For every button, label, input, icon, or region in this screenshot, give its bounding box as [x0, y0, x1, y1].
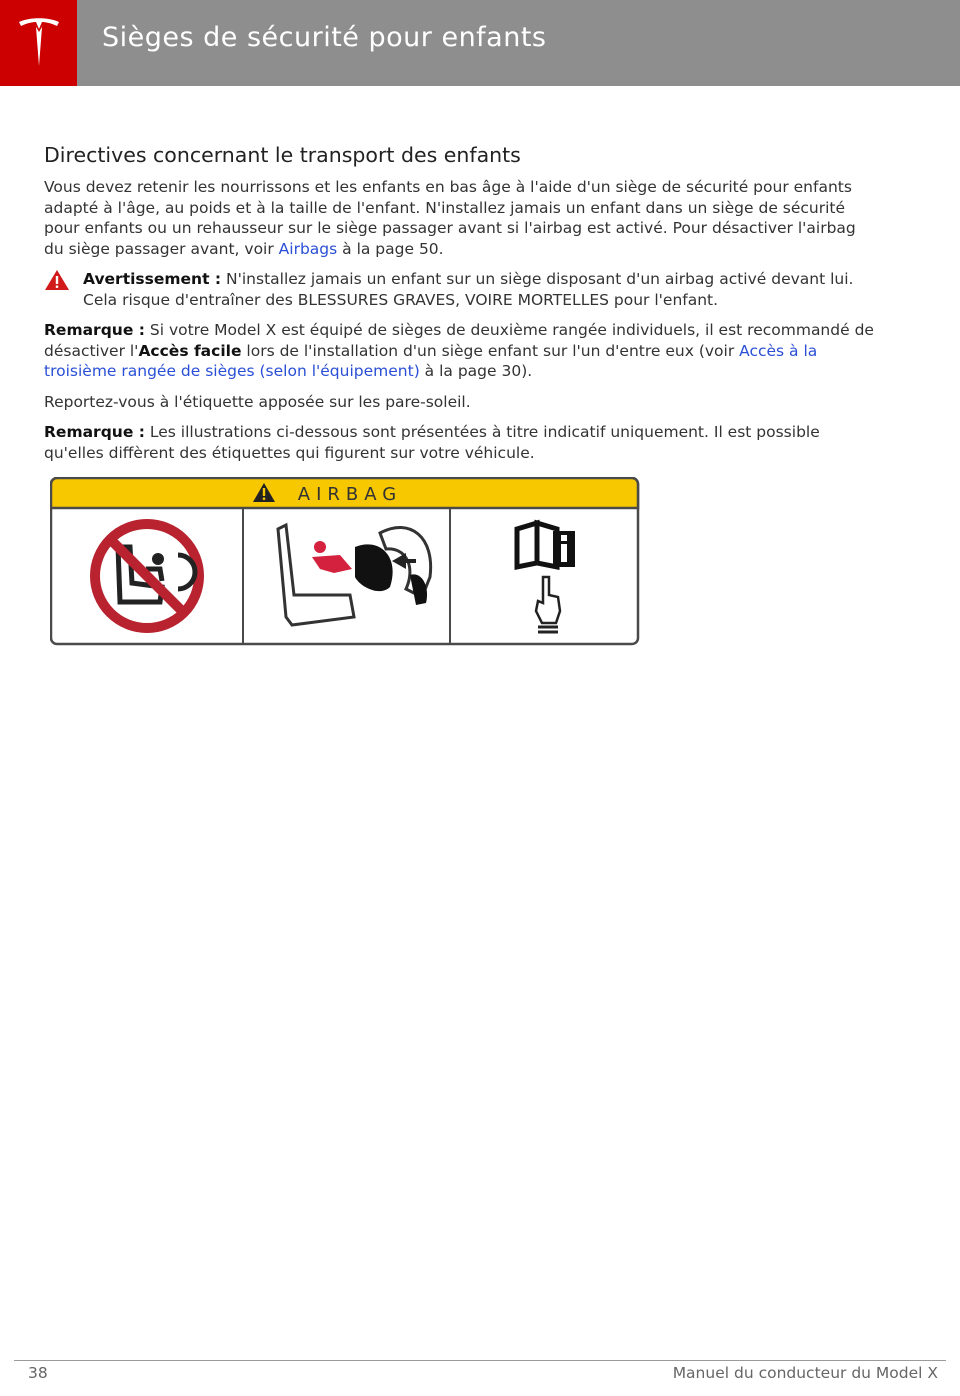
intro-paragraph: [44, 177, 874, 259]
note1-text-3: à la page 30).: [419, 362, 533, 380]
note2-text: Les illustrations ci-dessous sont présentées à titre indicatif uniquement. Il est possible qu'elles diffèrent des étiquettes qui figurent sur votre véhicule.: [44, 423, 820, 462]
intro-text: Vous devez retenir les nourrissons et les enfants en bas âge à l'aide d'un siège de sécurité pour enfants adapté à l'âge, au poids et à la taille de l'enfant. N'installez jamais un enfant dans un siège de sécurité pour enfants ou un rehausseur sur le siège passager avant si l'airbag est activé. Pour désactiver l'airbag du siège passager avant, voir: [44, 178, 856, 258]
warning-block: [44, 269, 874, 310]
page-title: Sièges de sécurité pour enfants: [102, 22, 547, 53]
footer-manual-title: Manuel du conducteur du Model X: [672, 1364, 938, 1382]
sunvisor-paragraph: Reportez-vous à l'étiquette apposée sur les pare-soleil.: [44, 392, 471, 411]
tesla-logo-icon: [17, 16, 61, 70]
note1-text-1: Si votre Model X est équipé de sièges de deuxième rangée individuels, il est recommandé de désactiver l': [44, 321, 874, 360]
airbag-label-title: AIRBAG: [297, 484, 403, 505]
prohibited-child-seat-icon: [95, 524, 199, 628]
footer-page-number: 38: [28, 1364, 48, 1382]
section-heading: Directives concernant le transport des enfants: [44, 143, 521, 167]
airbags-link[interactable]: Airbags: [278, 239, 338, 258]
note1-text-2: lors de l'installation d'un siège enfant sur l'un d'entre eux (voir: [241, 341, 740, 360]
warning-text: N'installez jamais un enfant sur un siège disposant d'un airbag activé devant lui. Cela risque d'entraîner des BLESSURES GRAVES, VOIRE MORTELLES pour l'enfant.: [83, 270, 854, 309]
intro-after-text: à la page 50.: [337, 239, 444, 258]
warning-triangle-icon: [44, 269, 70, 291]
main-content: [44, 142, 874, 653]
note1-bold: Accès facile: [138, 341, 242, 360]
warning-label: Avertissement :: [83, 270, 222, 288]
airbag-label-illustration: [50, 477, 640, 647]
third-row-access-link[interactable]: Accès à la troisième rangée de sièges (selon l'équipement): [44, 341, 818, 380]
page-header: [0, 0, 960, 86]
note-label-2: Remarque :: [44, 423, 145, 441]
note-paragraph-1: [44, 320, 874, 382]
airbag-warning-label: [50, 477, 874, 653]
note-paragraph-2: [44, 422, 874, 463]
footer-divider: [14, 1360, 946, 1361]
tesla-logo: [0, 0, 77, 86]
note-label-1: Remarque :: [44, 321, 145, 339]
